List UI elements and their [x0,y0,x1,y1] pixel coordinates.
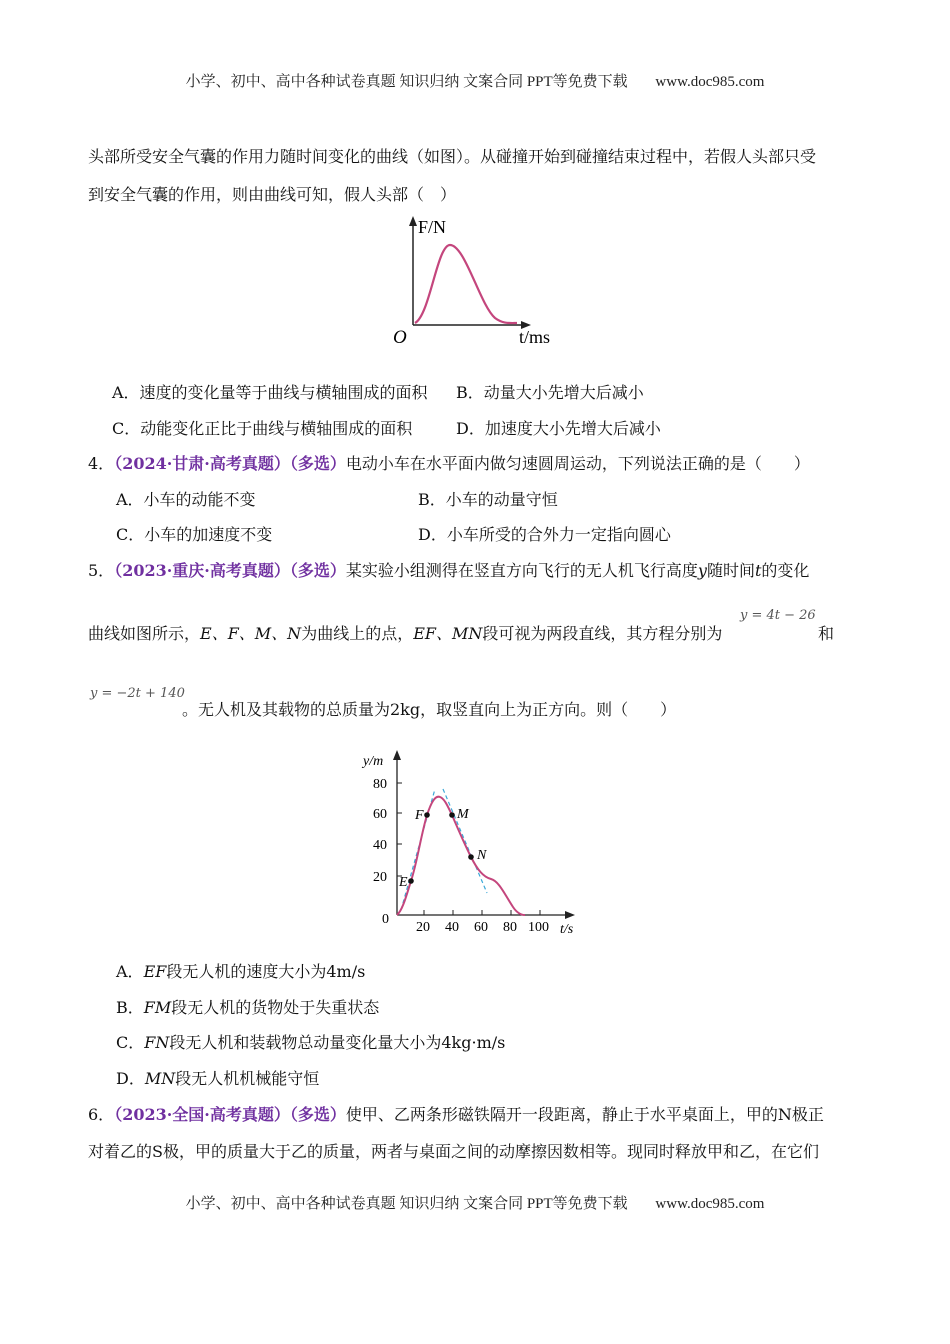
q5-xtick-label-100: 100 [528,920,549,935]
q5-points-list: E、F、M、N [200,624,302,643]
page-header [0,70,950,91]
q4-source-tag: （2024·甘肃·高考真题）（多选） [114,454,346,473]
q5-point-n [468,854,474,860]
q5-text2a: 曲线如图所示， [88,624,201,643]
q5-point-e [408,878,414,884]
q5-option-a-label: A． [116,962,144,981]
q5-height-graph [355,745,590,940]
header-site: www.doc985.com [655,74,765,90]
q5-stem-line1 [88,561,809,581]
q5-mn-tangent [443,789,487,893]
q5-point-m [449,812,455,818]
q5-option-b-seg: FM [143,998,172,1017]
q5-option-c-label: C． [116,1033,145,1052]
q5-option-d-text: 段无人机机械能守恒 [175,1069,320,1088]
q6-source-tag: （2023·全国·高考真题）（多选） [114,1105,346,1124]
q5-var-t: t [754,561,762,580]
q3-x-label: t/ms [519,327,551,347]
q5-text2b: 为曲线上的点， [301,624,414,643]
q5-option-d-seg: MN [144,1069,176,1088]
q4-text: 电动小车在水平面内做匀速圆周运动，下列说法正确的是（ ） [345,454,810,473]
q4-option-b[interactable]: B．小车的动量守恒 [418,490,558,509]
footer-site: www.doc985.com [655,1196,765,1212]
q5-number: 5． [88,561,115,580]
q5-point-label-f: F [415,808,424,823]
q5-stem-line3: 。无人机及其载物的总质量为2kg，取竖直向上为正方向。则（ ） [182,700,677,719]
q3-force-curve [415,245,517,323]
q3-line1: 头部所受安全气囊的作用力随时间变化的曲线（如图）。从碰撞开始到碰撞结束过程中，若假人头部只受 [88,147,817,166]
q3-option-b[interactable]: B．动量大小先增大后减小 [456,383,644,402]
q5-origin: 0 [382,912,389,927]
q5-option-b-text: 段无人机的货物处于失重状态 [171,998,380,1017]
q5-option-d-label: D． [116,1069,145,1088]
q3-y-label: F/N [418,217,447,237]
q3-option-c[interactable]: C．动能变化正比于曲线与横轴围成的面积 [112,419,413,438]
q5-xtick-label-60: 60 [474,920,488,935]
q3-origin: O [393,327,407,348]
q5-segments-list: EF、MN [413,624,483,643]
q4-option-c[interactable]: C．小车的加速度不变 [116,525,273,544]
q5-xtick-label-80: 80 [503,920,517,935]
q5-option-a[interactable] [116,962,365,982]
q5-xtick-label-20: 20 [416,920,430,935]
q5-x-label: t/s [560,922,574,937]
q5-and: 和 [818,624,835,643]
q5-point-label-m: M [457,807,469,822]
q5-ytick-label-40: 40 [373,838,387,853]
q3-option-d[interactable]: D．加速度大小先增大后减小 [456,419,661,438]
q5-option-b-label: B． [116,998,144,1017]
q5-point-label-n: N [477,848,487,863]
q5-source-tag: （2023·重庆·高考真题）（多选） [114,561,346,580]
q5-ytick-label-20: 20 [373,870,387,885]
page-footer [0,1192,950,1213]
q5-option-c[interactable] [116,1033,505,1053]
q5-y-arrow [393,750,401,760]
q4-option-a[interactable]: A．小车的动能不变 [116,490,256,509]
q5-x-arrow [565,911,575,919]
q5-option-a-text: 段无人机的速度大小为4m/s [166,962,366,981]
q4-option-d[interactable]: D．小车所受的合外力一定指向圆心 [418,525,671,544]
q3-option-a[interactable]: A．速度的变化量等于曲线与横轴围成的面积 [112,383,428,402]
q5-equation-1: y = 4t − 26 [740,608,816,623]
q5-xtick-label-40: 40 [445,920,459,935]
q5-var-y: y [697,561,707,580]
q6-text1: 使甲、乙两条形磁铁隔开一段距离，静止于水平桌面上，甲的N极正 [345,1105,824,1124]
q5-y-label: y/m [363,754,384,769]
q3-line2: 到安全气囊的作用，则由曲线可知，假人头部（ ） [88,185,457,204]
q5-equation-2: y = −2t + 140 [90,686,185,701]
q5-text2c: 段可视为两段直线，其方程分别为 [482,624,723,643]
q5-ytick-label-60: 60 [373,807,387,822]
footer-text: 小学、初中、高中各种试卷真题 知识归纳 文案合同 PPT等免费下载 [185,1196,628,1212]
q6-stem-line2: 对着乙的S极，甲的质量大于乙的质量，两者与桌面之间的动摩擦因数相等。现同时释放甲和乙，在它们 [88,1142,819,1161]
q6-number: 6． [88,1105,115,1124]
q4-number: 4． [88,454,115,473]
q5-point-label-e: E [399,875,408,890]
q4-stem [88,454,810,474]
q5-text1c: 的变化 [761,561,810,580]
q3-y-arrow [409,216,417,226]
q5-point-f [424,812,430,818]
q3-force-graph [385,210,575,350]
q5-stem-line2 [88,624,722,644]
q5-ytick-label-80: 80 [373,777,387,792]
q5-option-c-text: 段无人机和装载物总动量变化量大小为4kg·m/s [169,1033,506,1052]
q5-text1: 某实验小组测得在竖直方向飞行的无人机飞行高度 [345,561,698,580]
q5-option-c-seg: FN [144,1033,170,1052]
q5-option-d[interactable] [116,1069,319,1089]
q6-stem-line1 [88,1105,824,1125]
q5-option-b[interactable] [116,998,379,1018]
q5-option-a-seg: EF [143,962,167,981]
q5-text1b: 随时间 [706,561,755,580]
header-text: 小学、初中、高中各种试卷真题 知识归纳 文案合同 PPT等免费下载 [185,74,628,90]
